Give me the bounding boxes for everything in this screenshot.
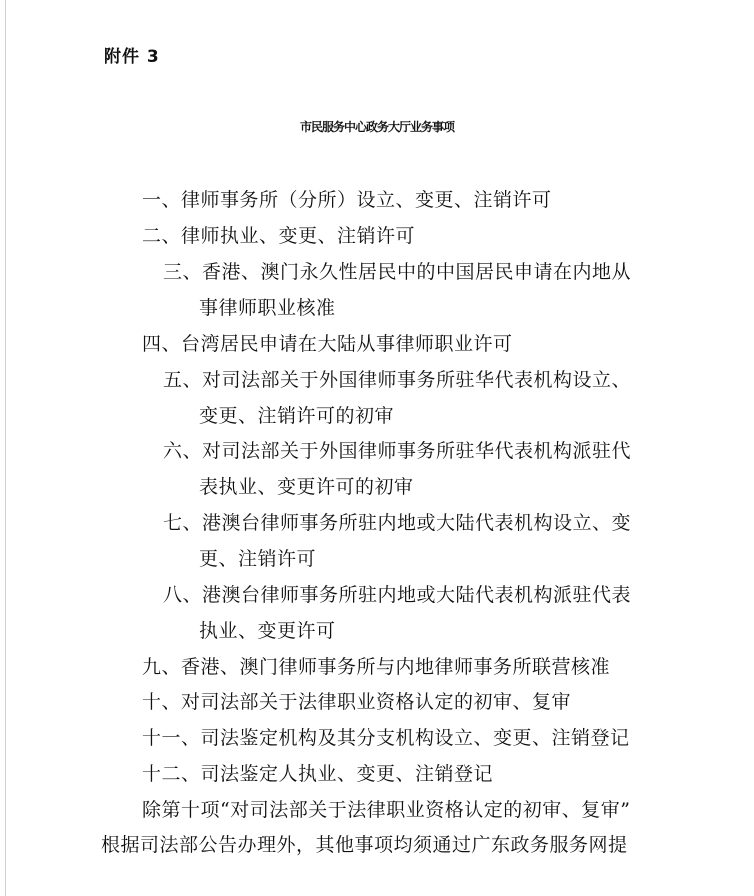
item-line-3: 三、香港、澳门永久性居民中的中国居民申请在内地从 (163, 261, 632, 283)
item-line-11: 十一、司法鉴定机构及其分支机构设立、变更、注销登记 (142, 727, 630, 749)
item-line-6-cont: 表执业、变更许可的初审 (199, 476, 414, 498)
item-line-3-cont: 事律师职业核准 (199, 297, 336, 319)
item-line-8-cont: 执业、变更许可 (199, 620, 336, 642)
item-line-10: 十、对司法部关于法律职业资格认定的初审、复审 (142, 691, 572, 713)
item-line-6: 六、对司法部关于外国律师事务所驻华代表机构派驻代 (163, 440, 632, 462)
item-line-7-cont: 更、注销许可 (199, 548, 317, 570)
attachment-label: 附件 3 (104, 47, 160, 67)
item-line-2: 二、律师执业、变更、注销许可 (142, 225, 416, 247)
item-line-5-cont: 变更、注销许可的初审 (199, 405, 395, 427)
item-line-12: 十二、司法鉴定人执业、变更、注销登记 (142, 763, 494, 785)
document-title: 市民服务中心政务大厅业务事项 (299, 120, 454, 134)
note-line-1: 除第十项“对司法部关于法律职业资格认定的初审、复审” (142, 799, 631, 821)
item-line-8: 八、港澳台律师事务所驻内地或大陆代表机构派驻代表 (163, 584, 632, 606)
item-line-4: 四、台湾居民申请在大陆从事律师职业许可 (142, 333, 513, 355)
item-line-7: 七、港澳台律师事务所驻内地或大陆代表机构设立、变 (163, 512, 632, 534)
item-line-9: 九、香港、澳门律师事务所与内地律师事务所联营核准 (142, 656, 611, 678)
note-line-2: 根据司法部公告办理外，其他事项均须通过广东政务服务网提 (101, 834, 628, 856)
item-line-1: 一、律师事务所（分所）设立、变更、注销许可 (142, 189, 552, 211)
item-line-5: 五、对司法部关于外国律师事务所驻华代表机构设立、 (163, 369, 632, 391)
